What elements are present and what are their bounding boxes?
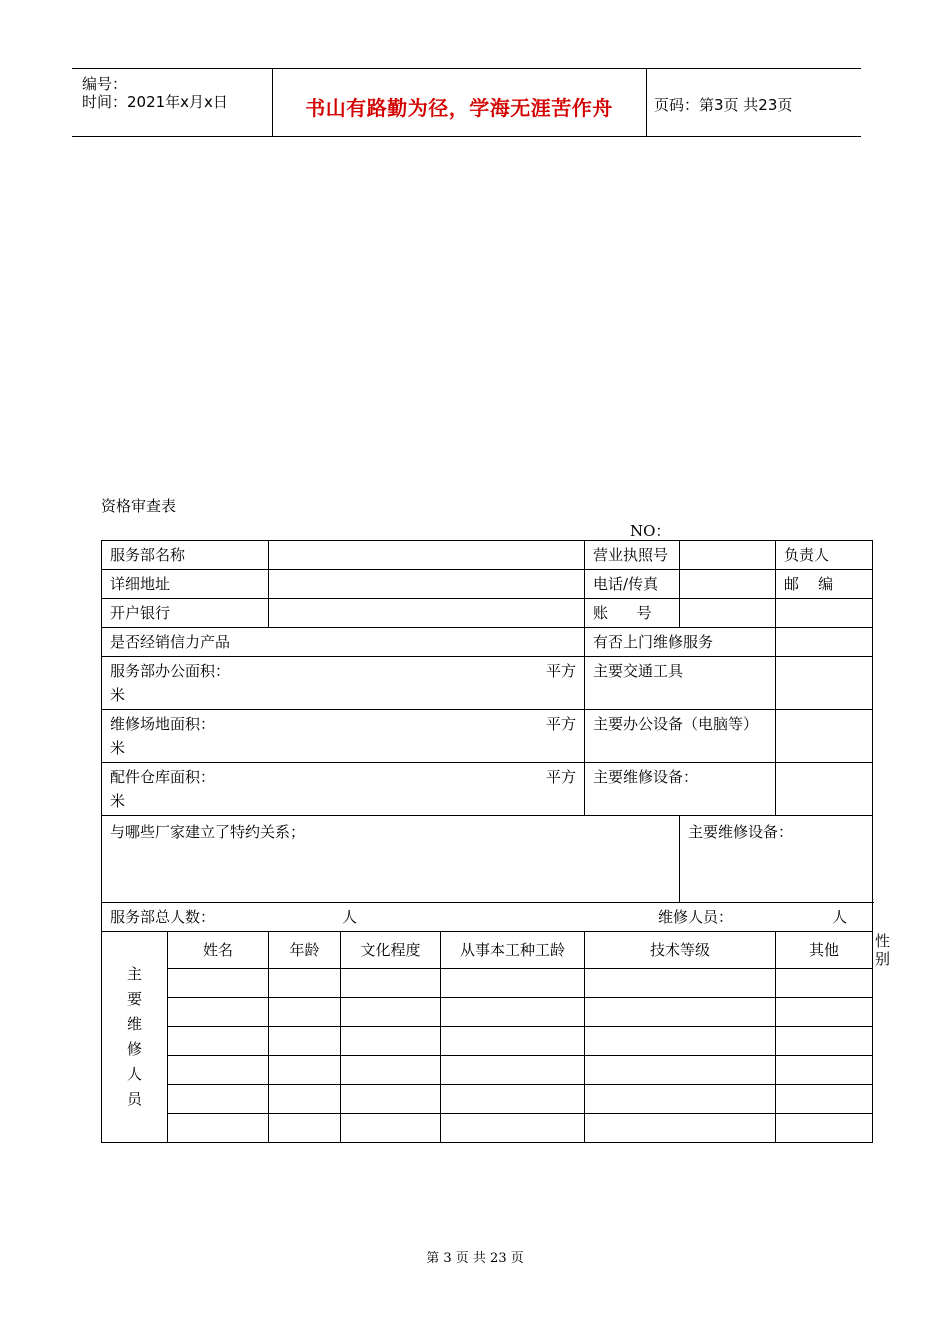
time-label: 时间：2021年x月x日 (82, 93, 228, 111)
staff-cell[interactable] (341, 1085, 441, 1114)
staff-cell[interactable] (341, 1056, 441, 1085)
office-equipment-label: 主要办公设备（电脑等） (585, 710, 776, 763)
staff-side-label (102, 932, 168, 1143)
staff-cell[interactable] (168, 1056, 269, 1085)
staff-cell[interactable] (269, 1085, 341, 1114)
staff-cell[interactable] (269, 998, 341, 1027)
side-char: 修 (126, 1040, 142, 1058)
staff-row (102, 1114, 873, 1143)
sq-meter-unit-cont: 米 (110, 686, 126, 704)
repair-equipment-field[interactable] (776, 763, 873, 816)
staff-count-cell[interactable] (102, 903, 873, 932)
document-no-label: NO： (630, 522, 671, 540)
staff-cell[interactable] (441, 1027, 585, 1056)
staff-cell[interactable] (168, 1114, 269, 1143)
staff-cell[interactable] (168, 1085, 269, 1114)
repair-equipment-label: 主要维修设备： (585, 763, 776, 816)
staff-cell[interactable] (776, 1085, 873, 1114)
staff-cell[interactable] (585, 969, 776, 998)
repair-staff-unit: 人 (832, 908, 848, 926)
side-char: 要 (126, 990, 142, 1008)
footer-page-number: 第 3 页 共 23 页 (426, 1251, 524, 1266)
sells-xinli-label: 是否经销信力产品 (102, 628, 585, 657)
staff-cell[interactable] (585, 1114, 776, 1143)
form-row (102, 903, 873, 932)
sq-meter-unit: 平方 (546, 662, 577, 680)
staff-row (102, 998, 873, 1027)
bank-field[interactable] (269, 599, 585, 628)
staff-cell[interactable] (341, 1114, 441, 1143)
person-in-charge-label: 负责人 (776, 541, 873, 570)
contracted-manufacturers-label: 与哪些厂家建立了特约关系； (110, 823, 306, 841)
contracted-manufacturers-cell[interactable] (102, 816, 680, 903)
staff-cell[interactable] (585, 1085, 776, 1114)
header-meta-cell (72, 69, 273, 136)
col-age: 年龄 (269, 932, 341, 969)
office-area-cell[interactable] (102, 657, 585, 710)
staff-cell[interactable] (269, 1056, 341, 1085)
header-motto-cell (272, 69, 647, 136)
staff-cell[interactable] (585, 1027, 776, 1056)
service-dept-name-label: 服务部名称 (102, 541, 269, 570)
phone-fax-label: 电话/传真 (585, 570, 680, 599)
business-license-field[interactable] (680, 541, 776, 570)
account-label: 账 号 (585, 599, 680, 628)
staff-cell[interactable] (269, 1027, 341, 1056)
form-row (102, 541, 873, 570)
parts-warehouse-area-label: 配件仓库面积： (110, 768, 216, 786)
phone-fax-field[interactable] (680, 570, 776, 599)
staff-cell[interactable] (441, 998, 585, 1027)
document-title: 资格审查表 (101, 497, 177, 515)
form-row (102, 657, 873, 710)
page-footer (0, 1247, 950, 1266)
col-years-in-trade: 从事本工种工龄 (441, 932, 585, 969)
total-staff-unit: 人 (342, 908, 358, 926)
staff-cell[interactable] (585, 998, 776, 1027)
staff-header-row: 主 要 维 修 人 员 姓名 年龄 文化程度 从事本工种工龄 技术等级 其他 性别 (102, 932, 873, 969)
staff-row (102, 1085, 873, 1114)
staff-cell[interactable] (441, 1056, 585, 1085)
staff-cell[interactable] (441, 1114, 585, 1143)
address-field[interactable] (269, 570, 585, 599)
repair-staff-label: 维修人员： (658, 908, 734, 926)
onsite-repair-field[interactable] (776, 628, 873, 657)
sq-meter-unit-cont: 米 (110, 792, 126, 810)
repair-equipment-2-label: 主要维修设备： (688, 823, 794, 841)
parts-warehouse-area-cell[interactable] (102, 763, 585, 816)
header-page-cell (647, 69, 861, 136)
business-license-label: 营业执照号 (585, 541, 680, 570)
staff-cell[interactable] (269, 1114, 341, 1143)
transport-label: 主要交通工具 (585, 657, 776, 710)
form-row (102, 628, 873, 657)
col-tech-level: 技术等级 (585, 932, 776, 969)
sq-meter-unit-cont: 米 (110, 739, 126, 757)
form-row (102, 816, 873, 903)
staff-cell[interactable] (585, 1056, 776, 1085)
col-other: 其他 (776, 932, 873, 969)
postcode-label: 邮 编 (776, 570, 873, 599)
col-name: 姓名 (168, 932, 269, 969)
office-area-label: 服务部办公面积： (110, 662, 231, 680)
bank-label: 开户银行 (102, 599, 269, 628)
qualification-form-table (101, 540, 891, 1143)
staff-cell[interactable] (776, 998, 873, 1027)
onsite-repair-label: 有否上门维修服务 (585, 628, 776, 657)
side-char: 员 (126, 1090, 142, 1108)
repair-site-area-cell[interactable] (102, 710, 585, 763)
side-char: 主 (126, 965, 142, 983)
transport-field[interactable] (776, 657, 873, 710)
staff-cell[interactable] (776, 969, 873, 998)
page-header (72, 68, 861, 137)
motto: 书山有路勤为径，学海无涯苦作舟 (305, 96, 613, 120)
col-education: 文化程度 (341, 932, 441, 969)
address-label: 详细地址 (102, 570, 269, 599)
repair-equipment-2-cell[interactable] (680, 816, 873, 903)
sq-meter-unit: 平方 (546, 715, 577, 733)
side-char: 人 (126, 1065, 142, 1083)
account-field[interactable] (680, 599, 776, 628)
service-dept-name-field[interactable] (269, 541, 585, 570)
staff-cell[interactable] (168, 969, 269, 998)
staff-cell[interactable] (776, 1027, 873, 1056)
form-row (102, 763, 873, 816)
staff-cell[interactable] (341, 1027, 441, 1056)
number-label: 编号： (82, 75, 128, 93)
staff-row (102, 969, 873, 998)
staff-cell[interactable] (168, 1027, 269, 1056)
page-info: 页码：第3页 共23页 (654, 96, 793, 114)
total-staff-label: 服务部总人数： (110, 908, 216, 926)
staff-cell[interactable] (776, 1114, 873, 1143)
staff-row (102, 1056, 873, 1085)
empty-cell (776, 599, 873, 628)
staff-cell[interactable] (776, 1056, 873, 1085)
staff-cell[interactable] (269, 969, 341, 998)
form-row (102, 570, 873, 599)
staff-cell[interactable] (168, 998, 269, 1027)
staff-cell[interactable] (441, 1085, 585, 1114)
repair-site-area-label: 维修场地面积： (110, 715, 216, 733)
side-char: 维 (126, 1015, 142, 1033)
staff-cell[interactable] (441, 969, 585, 998)
sq-meter-unit: 平方 (546, 768, 577, 786)
office-equipment-field[interactable] (776, 710, 873, 763)
staff-row (102, 1027, 873, 1056)
staff-cell[interactable] (341, 969, 441, 998)
form-row (102, 710, 873, 763)
form-row (102, 599, 873, 628)
staff-cell[interactable] (341, 998, 441, 1027)
